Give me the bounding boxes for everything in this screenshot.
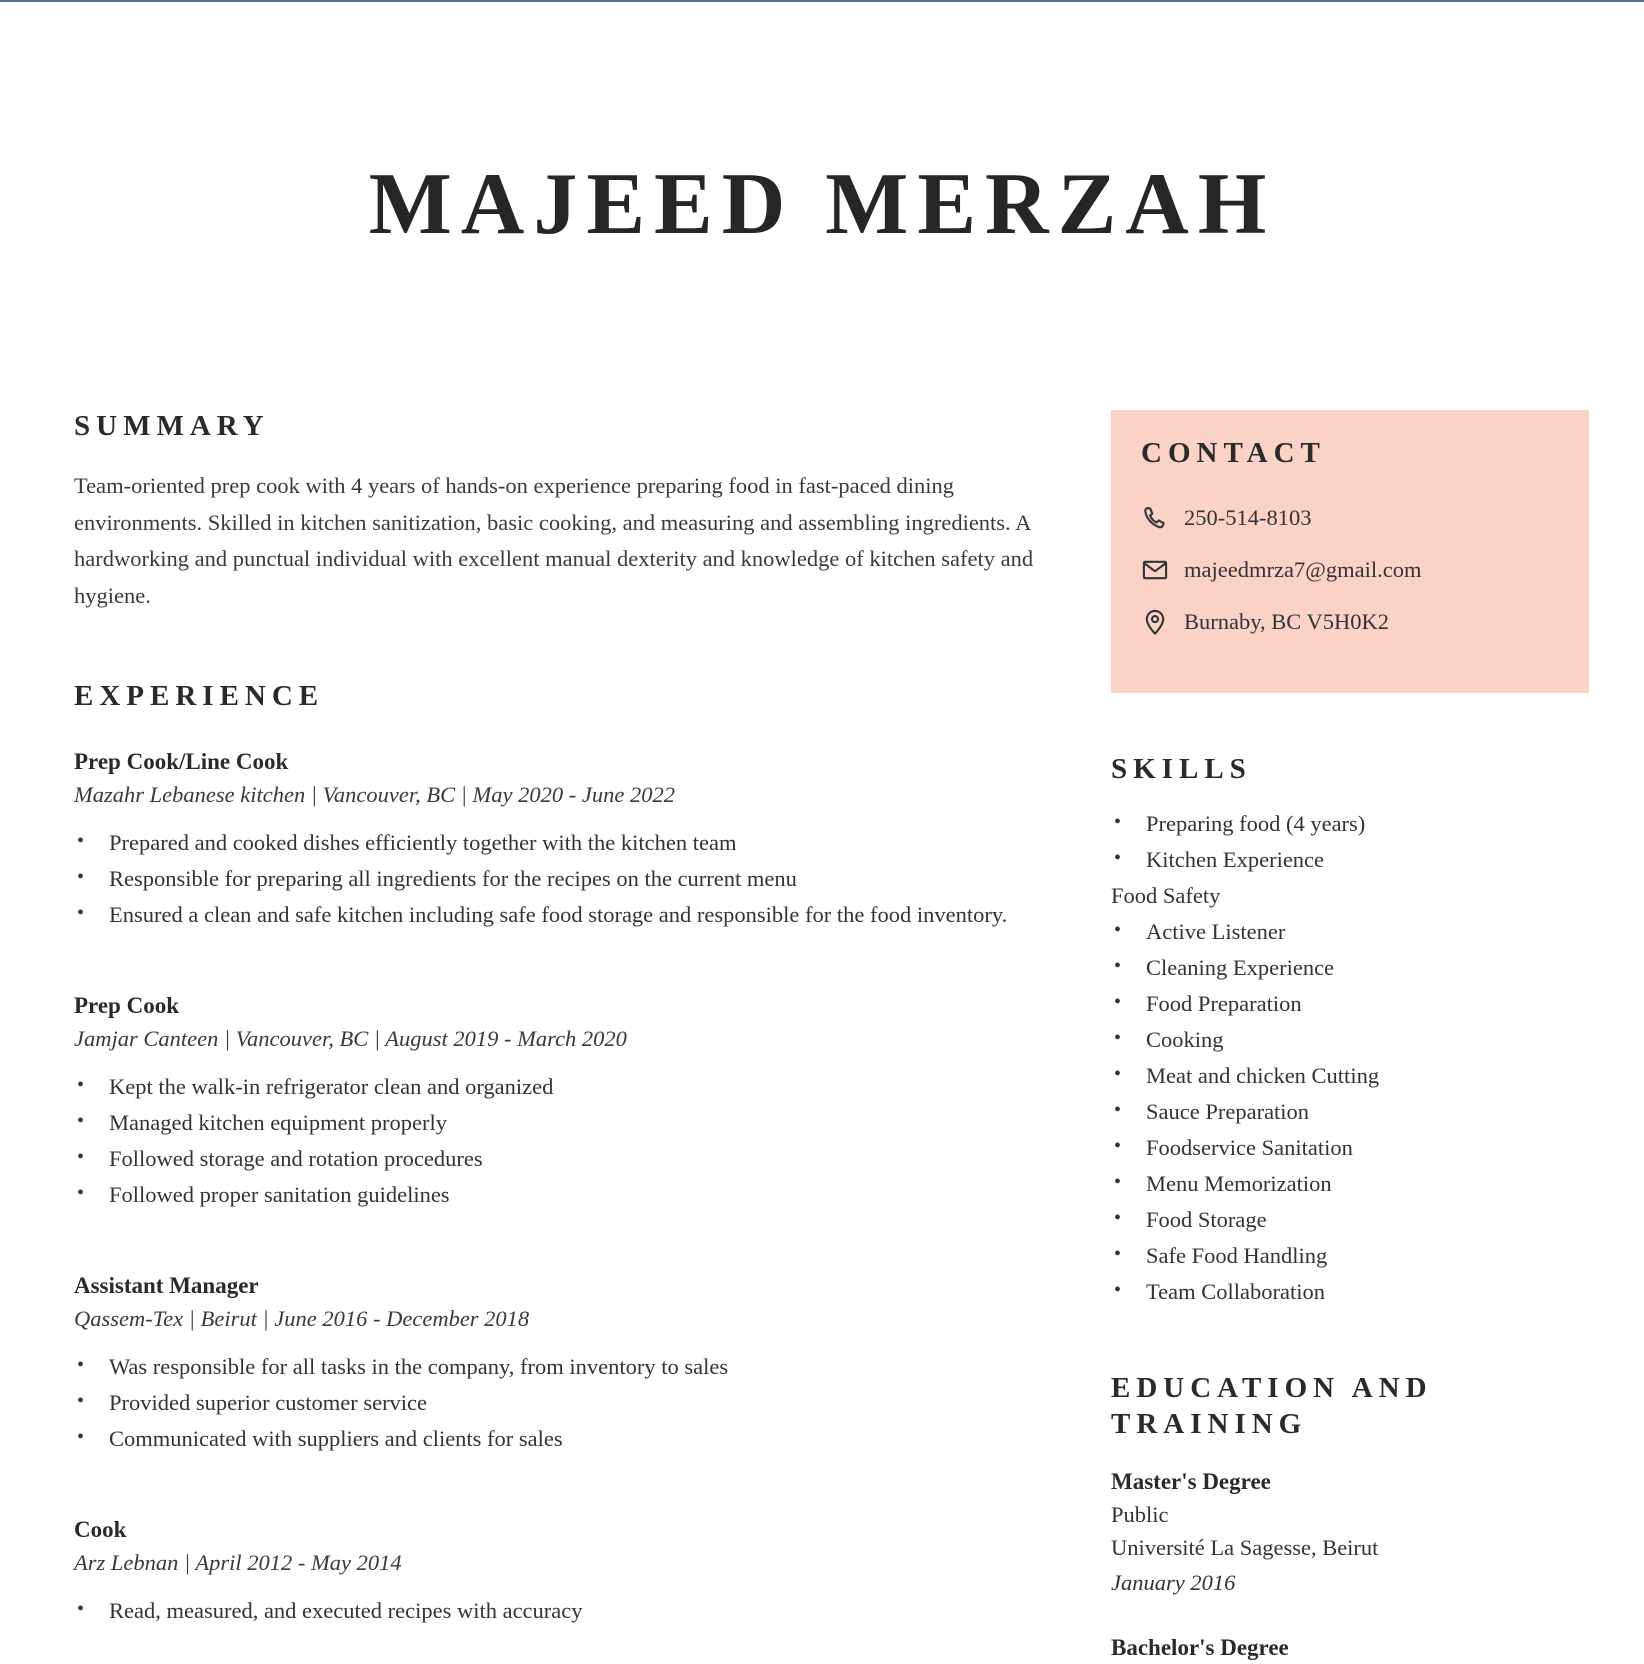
skill-item: • Team Collaboration xyxy=(1111,1274,1589,1310)
contact-location xyxy=(1141,596,1589,648)
skill-item: • Active Listener xyxy=(1111,914,1589,950)
skill-item: • Kitchen Experience xyxy=(1111,842,1589,878)
job-title: Prep Cook xyxy=(74,993,179,1018)
map-pin-icon xyxy=(1141,608,1169,636)
skill-item-plain: Food Safety xyxy=(1111,883,1221,908)
education-heading-line2: TRAINING xyxy=(1111,1408,1308,1440)
skill-item: • Food Preparation xyxy=(1111,986,1589,1022)
job-bullet: • Provided superior customer service xyxy=(74,1385,1059,1421)
skill-item: • Cleaning Experience xyxy=(1111,950,1589,986)
job-bullet: • Read, measured, and executed recipes with accuracy xyxy=(74,1593,1059,1629)
job-subtitle: Arz Lebnan | April 2012 - May 2014 xyxy=(74,1550,402,1575)
skill-item: • Foodservice Sanitation xyxy=(1111,1130,1589,1166)
job-title: Prep Cook/Line Cook xyxy=(74,749,289,774)
phone-number[interactable]: 250-514-8103 xyxy=(1184,505,1312,530)
job-bullet: • Prepared and cooked dishes efficiently together with the kitchen team xyxy=(74,825,1059,861)
contact-email xyxy=(1141,544,1589,596)
degree-title-next: Bachelor's Degree xyxy=(1111,1635,1289,1660)
education-heading-line1: EDUCATION AND xyxy=(1111,1372,1433,1404)
education-heading xyxy=(1111,1370,1589,1442)
job-subtitle: Jamjar Canteen | Vancouver, BC | August 2019 - March 2020 xyxy=(74,1026,627,1051)
skill-item: • Preparing food (4 years) xyxy=(1111,806,1589,842)
email-address[interactable]: majeedmrza7@gmail.com xyxy=(1184,557,1422,582)
job-bullet: • Kept the walk-in refrigerator clean and organized xyxy=(74,1069,1059,1105)
degree-title: Master's Degree xyxy=(1111,1469,1271,1494)
phone-icon xyxy=(1141,504,1169,532)
experience-heading: EXPERIENCE xyxy=(74,680,325,712)
job-entry xyxy=(74,747,1059,933)
skill-item: • Food Storage xyxy=(1111,1202,1589,1238)
job-entry xyxy=(74,1271,1059,1457)
job-subtitle: Qassem-Tex | Beirut | June 2016 - December 2018 xyxy=(74,1306,530,1331)
left-column xyxy=(74,410,1059,1629)
summary-text: Team-oriented prep cook with 4 years of hands-on experience preparing food in fast-paced dining environments. Skilled in kitchen sanitization, basic cooking, and measuring and assembling ingredients. A hardworking and punctual individual with excellent manual dexterity and knowledge of kitchen safety and hygiene. xyxy=(74,473,1034,608)
skill-item: • Menu Memorization xyxy=(1111,1166,1589,1202)
job-bullets xyxy=(74,1069,1059,1213)
job-bullets xyxy=(74,1349,1059,1457)
job-bullet: • Was responsible for all tasks in the company, from inventory to sales xyxy=(74,1349,1059,1385)
job-bullets xyxy=(74,1593,1059,1629)
job-entry xyxy=(74,991,1059,1213)
envelope-icon xyxy=(1141,556,1169,584)
location-text: Burnaby, BC V5H0K2 xyxy=(1184,609,1390,634)
skills-heading: SKILLS xyxy=(1111,753,1252,785)
job-bullet: • Communicated with suppliers and clients for sales xyxy=(74,1421,1059,1457)
skills-section xyxy=(1111,753,1589,1310)
job-title: Cook xyxy=(74,1517,127,1542)
job-subtitle: Mazahr Lebanese kitchen | Vancouver, BC | May 2020 - June 2022 xyxy=(74,782,675,807)
skill-item: • Meat and chicken Cutting xyxy=(1111,1058,1589,1094)
contact-phone xyxy=(1141,492,1589,544)
school-name: Université La Sagesse, Beirut xyxy=(1111,1535,1379,1560)
degree-type: Public xyxy=(1111,1502,1169,1527)
job-title: Assistant Manager xyxy=(74,1273,259,1298)
skills-list xyxy=(1111,914,1589,1310)
degree-date: January 2016 xyxy=(1111,1570,1236,1595)
job-bullet: • Managed kitchen equipment properly xyxy=(74,1105,1059,1141)
contact-box xyxy=(1111,410,1589,693)
skill-item: • Cooking xyxy=(1111,1022,1589,1058)
job-bullet: • Followed proper sanitation guidelines xyxy=(74,1177,1059,1213)
job-bullet: • Ensured a clean and safe kitchen including safe food storage and responsible for the food inventory. xyxy=(74,897,1059,933)
job-bullet: • Responsible for preparing all ingredients for the recipes on the current menu xyxy=(74,861,1059,897)
skill-item: • Safe Food Handling xyxy=(1111,1238,1589,1274)
skills-list-top xyxy=(1111,806,1589,878)
resume-name: MAJEED MERZAH xyxy=(368,156,1276,253)
job-bullet: • Followed storage and rotation procedures xyxy=(74,1141,1059,1177)
summary-heading: SUMMARY xyxy=(74,410,270,442)
job-entry xyxy=(74,1515,1059,1629)
job-bullets xyxy=(74,825,1059,933)
skill-item: • Sauce Preparation xyxy=(1111,1094,1589,1130)
education-section xyxy=(1111,1370,1589,1664)
contact-heading: CONTACT xyxy=(1141,437,1326,469)
